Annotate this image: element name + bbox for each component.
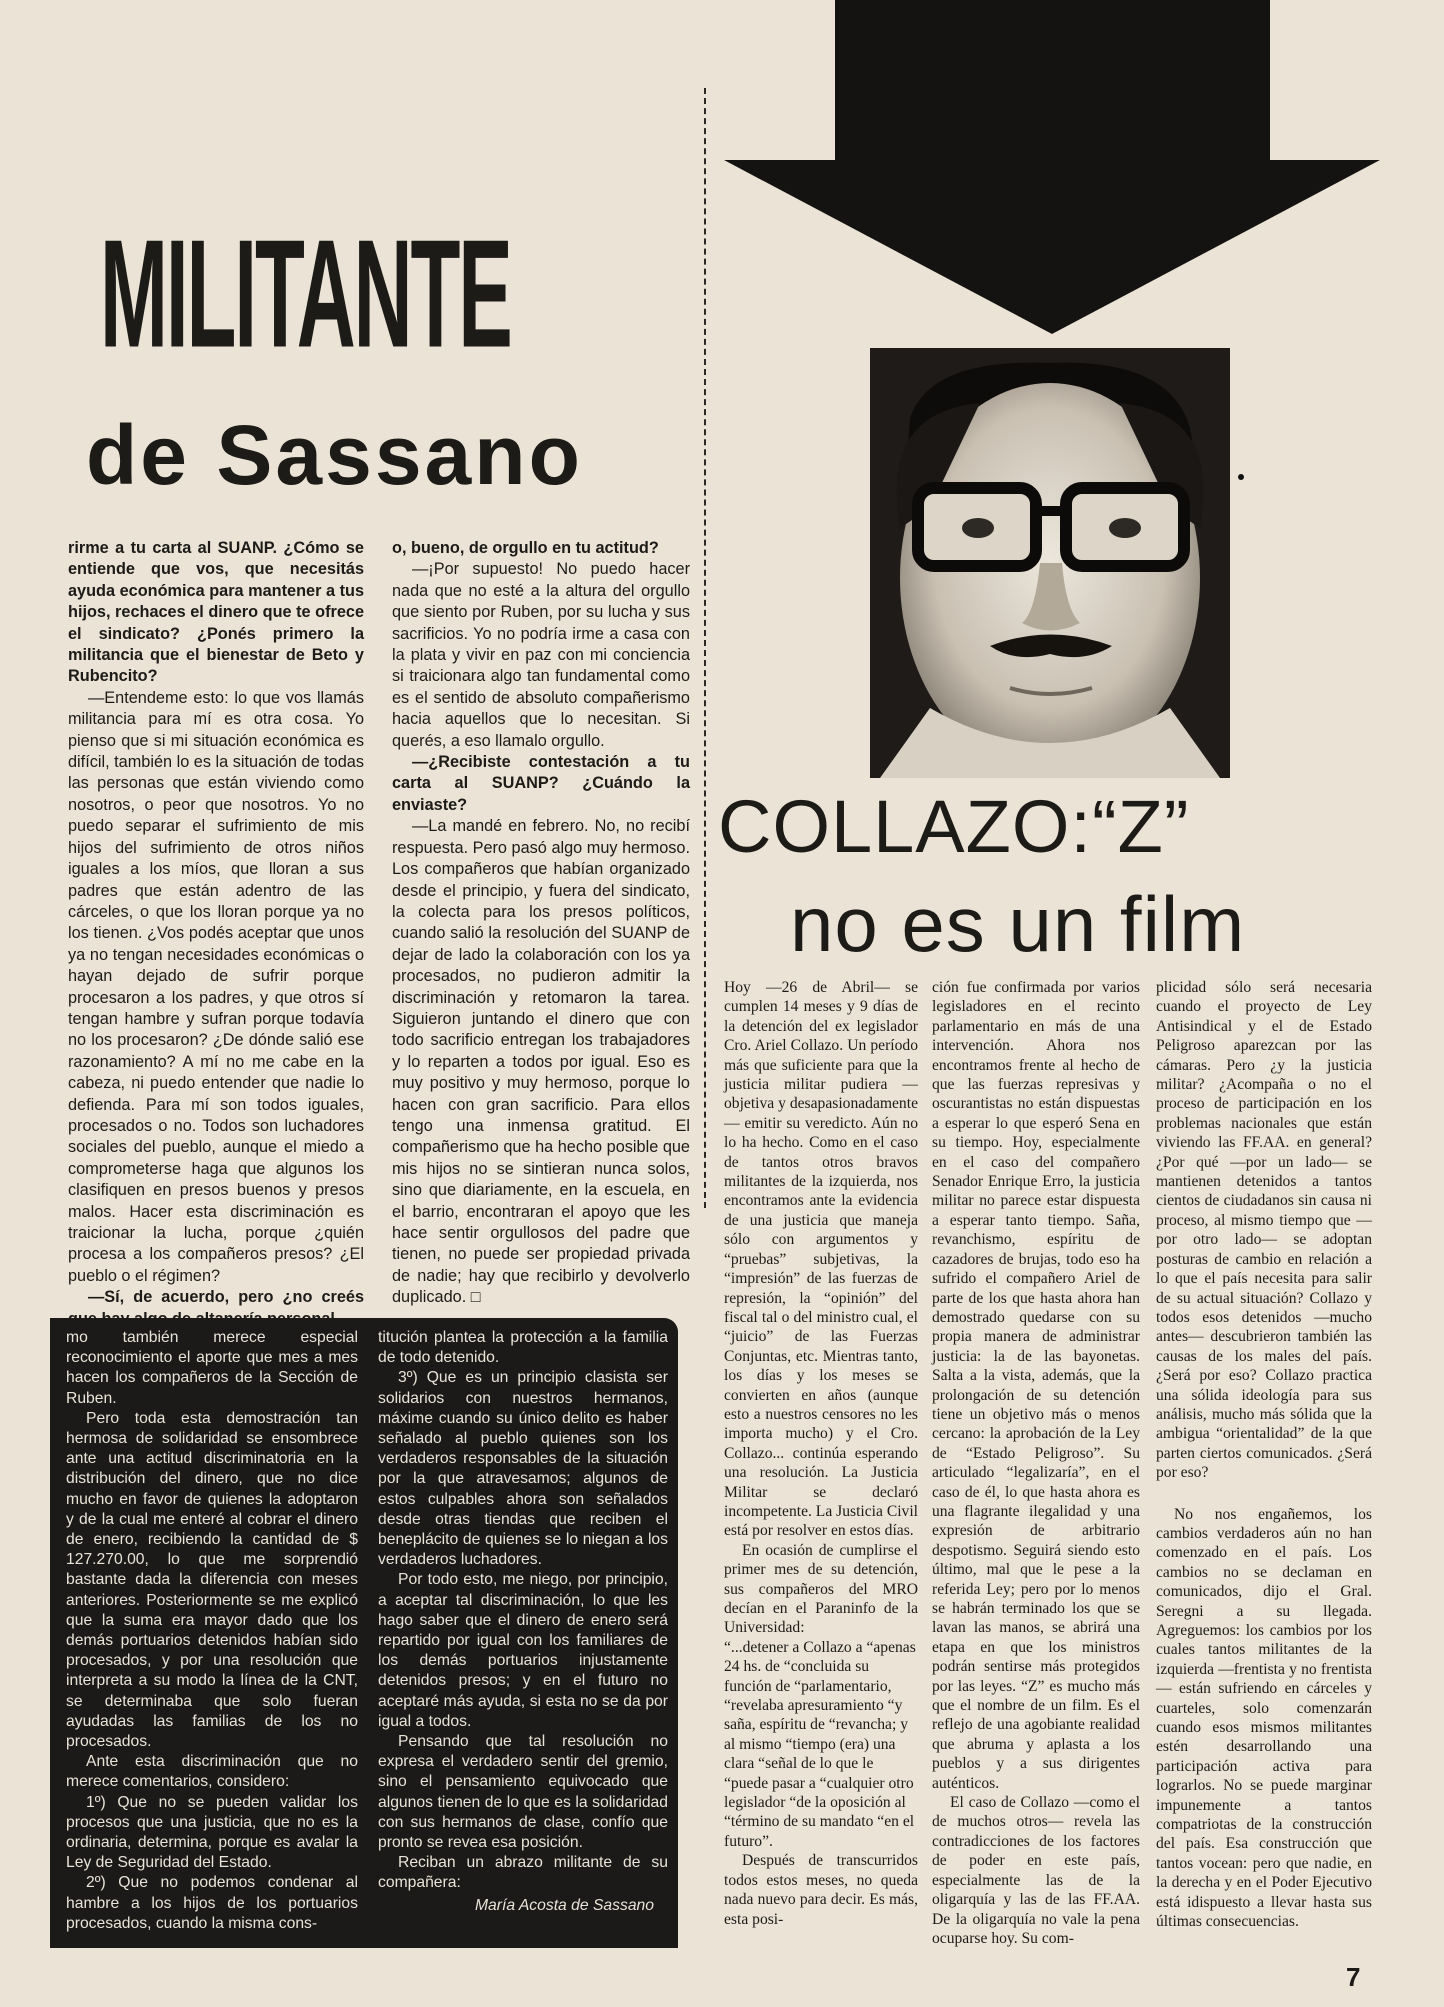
- paragraph: —¡Por supuesto! No puedo hacer nada que no esté a la altura del orgullo que siento por Ruben, por su lucha y sus sacrificios. Yo no podría irme a casa con la plata y vivir en paz con mi conciencia si traicionara algo tan fundamental como es el sentido de absoluto compañerismo hacia aquellos que lo necesitan. Si querés, a eso llamalo orgullo.: [392, 560, 690, 750]
- paragraph: Reciban un abrazo militante de su compañera:: [378, 1854, 668, 1892]
- article-column-3: [1156, 978, 1372, 1932]
- paragraph: o, bueno, de orgullo en tu actitud?: [392, 539, 659, 557]
- interview-column-2: [392, 538, 690, 1309]
- paragraph: No nos engañemos, los cambios verdaderos aún no han comenzado en el país. Los cambios no se declaman en comunicados, dijo el Gral. Seregni a su llegada. Agreguemos: los cambios por los cuales tantos militantes de la izquierda —frentista y no frentista— están sufriendo en cárceles y cuarteles, solo comenzarán cuando esos mismos militantes estén desarrollando una participación activa para lograrlos. No se puede marginar impunemente a tantos compatriotas de la construcción del país. Esa construcción que tantos vocean: pero que nadie, en la derecha y en el Poder Ejecutivo está idispuesto a llevar hasta sus últimas consecuencias.: [1156, 1505, 1372, 1931]
- paragraph: 3º) Que es un principio clasista ser solidarios con nuestros hermanos, máxime cuando su único delito es haber señalado al pueblo quienes son los verdaderos responsables de la situación por la que atravesamos; algunos de estos culpables ahora son señalados desde otras tiendas que reciben el beneplácito de quienes se lo niegan a los verdaderos luchadores.: [378, 1369, 668, 1569]
- paragraph: plicidad sólo será necesaria cuando el proyecto de Ley Antisindical y el de Estado Peligroso aparezcan por las cámaras. Pero ¿y la justicia militar? ¿Acompaña o no el proceso de participación en los problemas nacionales que están viviendo las FF.AA. en general? ¿Por qué —por un lado— se mantienen detenidos a tantos cientos de ciudadanos sin causa ni proceso, al mismo tiempo que —por otro lado— se adoptan posturas de cambio en relación a lo que el país necesita para salir de su actual situación? Collazo y todos esos detenidos —mucho antes— descubrieron también las causas de los males del país. ¿Será por eso? Collazo practica una sólida ideología para sus análisis, mucho más sólida que la ambigua “orientalidad” de la que parten ciertos comunicados. ¿Será por eso?: [1156, 979, 1372, 1482]
- paragraph: En ocasión de cumplirse el primer mes de su detención, sus compañeros del MRO decían en el Paraninfo de la Universidad:: [724, 1541, 918, 1637]
- letter-column-1: [66, 1328, 358, 1934]
- headline-no-es-un-film: no es un film: [790, 880, 1246, 968]
- quote: “...detener a Collazo a “apenas 24 hs. de “concluida su función de “parlamentario, “revelaba apresuramiento “y saña, espíritu de “revancha; y al mismo “tiempo (era) una clara “señal de lo que le “puede pasar a “cualquier otro legislador “de la oposición al “término de su mandato “en el futuro”.: [724, 1638, 916, 1850]
- paragraph: Pensando que tal resolución no expresa el verdadero sentir del gremio, sino el pensamiento equivocado que algunos tienen de lo que es la solidaridad con sus hermanos de clase, confío que pronto se revea esa posición.: [378, 1733, 668, 1852]
- headline-de-sassano: de Sassano: [86, 408, 583, 502]
- paragraph: Hoy —26 de Abril— se cumplen 14 meses y 9 días de la detención del ex legislador Cro. Ariel Collazo. Un período más que suficiente para que la justicia militar pudiera —objetiva y desapasionadamente— emitir su veredicto. Aún no lo ha hecho. Como en el caso de tantos otros bravos militantes de la izquierda, nos encontramos ante la evidencia de una justicia que maneja sólo con argumentos y “pruebas” subjetivas, la “impresión” de las fuerzas de represión, la “opinión” del fiscal tal o del ministro cual, el “juicio” de las Fuerzas Conjuntas, etc. Mientras tanto, los días y los meses se convierten en años (aunque esto a nuestros censores no les importa mucho) y el Cro. Collazo... continúa esperando una resolución. La Justicia Militar se declaró incompetente. La Justicia Civil está por resolver en estos días.: [724, 979, 919, 1540]
- paragraph: —Sí, de acuerdo, pero ¿no creés: [88, 1288, 364, 1307]
- paragraph: Pero toda esta demostración tan hermosa de solidaridad se ensombrece ante una actitud discriminatoria en la distribución del dinero, que no dice mucho en favor de quienes la adoptaron y de la cual me enteré al cobrar el dinero de enero, recibiendo la cantidad de $ 127.270.00, lo que me sorprendió bastante dada la diferencia con meses anteriores. Posteriormente se me explicó que la suma era mayor dado que los demás portuarios detenidos habían sido procesados, y por una resolución que interpreta a su modo la línea de la CNT, se determinaba que solo fueran ayudadas las familias de los no procesados.: [66, 1409, 358, 1751]
- paragraph: Por todo esto, me niego, por principio, a aceptar tal discriminación, lo que les hago saber que el dinero de enero será repartido por igual con los familiares de los demás portuarios injustamente detenidos presos; y en el futuro no aceptaré más ayuda, si esta no se da por igual a todos.: [378, 1571, 668, 1730]
- letter-column-2: [378, 1328, 668, 1916]
- article-column-2: [932, 978, 1140, 1948]
- article-column-1: [724, 978, 918, 1929]
- paragraph: —Entendeme esto: lo que vos llamás militancia para mí es otra cosa. Yo pienso que si mi situación económica es difícil, también lo es la situación de todas las personas que están viviendo como nosotros, o peor que nosotros. Yo no puedo separar el sufrimiento de mis hijos del sufrimiento de otros niños iguales a los míos, que lloran a sus padres que están adentro de las cárceles, o que los lloran porque ya no los tienen. ¿Vos podés aceptar que unos ya no tengan necesidades económicas o hayan dejado de sufrir porque procesaron a los padres, y que otros sí tengan hambre y sufran porque todavía no los procesaron? ¿De dónde salió ese razonamiento? A mí no me cabe en la cabeza, ni puedo entender que nadie lo defienda. Para mí son todos iguales, procesados o no. Todos son luchadores sociales del pueblo, aunque el miedo a comprometerse haga que algunos los clasifiquen en presos buenos y presos malos. Hacer esta discriminación es traicionar la lucha, porque ¿quién procesa a los compañeros presos? ¿El pueblo o el régimen?: [68, 688, 364, 1285]
- paragraph: 2º) Que no podemos condenar al hambre a los hijos de los portuarios procesados, cuando la misma cons-: [66, 1874, 358, 1932]
- signature: María Acosta de Sassano: [474, 1896, 654, 1914]
- column-divider: [704, 88, 706, 1208]
- dot-mark: [1238, 474, 1244, 480]
- paragraph: ción fue confirmada por varios legisladores en el recinto parlamentario en más de una intervención. Ahora nos encontramos frente al hecho de que las fuerzas represivas y oscurantistas no están dispuestas a esperar lo que esperó Sena en su tiempo. Hoy, especialmente en el caso del compañero Senador Enrique Erro, la justicia militar no parece estar dispuesta a esperar tanto tiempo. Saña, revanchismo, espíritu de cazadores de brujas, todo eso ha sufrido el compañero Ariel de parte de los que hasta ahora han demostrado quedarse con su propia manera de administrar justicia: la de las bayonetas. Salta a la vista, además, que la prolongación de su detención tiene un objetivo más o menos cercano: la aprobación de la Ley de “Estado Peligroso”. Su articulado “legalizaría”, en el caso de él, lo que hasta ahora es una flagrante ilegalidad y una expresión de arbitrario despotismo. Seguirá siendo esto último, mal que le pese a la referida Ley; pero por lo menos se habrán terminado los que se lavan las manos, se abrirá una etapa en que los ministros podrán sentirse más protegidos por las leyes. “Z” es mucho más que el nombre de un film. Es el reflejo de una agobiante realidad que abruma y aplasta a los pueblos y a sus dirigentes auténticos.: [932, 979, 1140, 1792]
- paragraph: rirme a tu carta al SUANP. ¿Cómo se entiende que vos, que necesitás ayuda económica para mantener a tus hijos, rechaces el dinero que te ofrece el sindicato? ¿Ponés primero la militancia que el bienestar de Beto y Rubencito?: [68, 539, 364, 686]
- down-arrow-graphic: [710, 0, 1420, 336]
- headline-militante: MILITANTE: [100, 208, 511, 380]
- paragraph: —¿Recibiste contestación a tu carta al SUANP? ¿Cuándo la enviaste?: [392, 753, 690, 814]
- paragraph: El caso de Collazo —como el de muchos otros— revela las contradicciones de los factores de poder en este país, especialmente las de la oligarquía y las de las FF.AA. De la oligarquía no vale la pena ocuparse hoy. Su com-: [932, 1794, 1140, 1947]
- paragraph: mo también merece especial reconocimiento el aporte que mes a mes hacen los compañeros de la Sección de Ruben.: [66, 1329, 358, 1407]
- paragraph: titución plantea la protección a la familia de todo detenido.: [378, 1329, 668, 1367]
- paragraph: 1º) Que no se pueden validar los procesos que una justicia, que no es la ordinaria, determina, porque es avalar la Ley de Seguridad del Estado.: [66, 1793, 358, 1872]
- paragraph: Después de transcurridos todos estos meses, no queda nada nuevo para decir. Es más, esta posi-: [724, 1852, 918, 1928]
- paragraph: Ante esta discriminación que no merece comentarios, considero:: [66, 1753, 358, 1791]
- page-number: 7: [1346, 1962, 1361, 1992]
- interview-column-1: [68, 538, 364, 1330]
- paragraph: —La mandé en febrero. No, no recibí respuesta. Pero pasó algo muy hermoso. Los compañeros que habían organizado desde el principio, y fuera del sindicato, la colecta para los presos políticos, cuando salió la resolución del SUANP de dejar de lado la colaboración con los ya procesados, no pudieron admitir la discriminación y retomaron la tarea. Siguieron juntando el dinero que con todo sacrificio entregan los trabajadores y lo reparten a todos por igual. Eso es muy positivo y muy hermoso, porque lo hacen con gran sacrificio. Para ellos tengo una inmensa gratitud. El compañerismo que ha hecho posible que mis hijos no se sintieran nunca solos, sino que diariamente, en la escuela, en el barrio, encontraran el apoyo que les hace sentir orgullosos del padre que tienen, no puede ser propiedad privada de nadie; hay que recibirlo y devolverlo duplicado. □: [392, 817, 690, 1307]
- headline-collazo: COLLAZO:“Z”: [718, 785, 1190, 868]
- portrait-photo: [870, 348, 1230, 778]
